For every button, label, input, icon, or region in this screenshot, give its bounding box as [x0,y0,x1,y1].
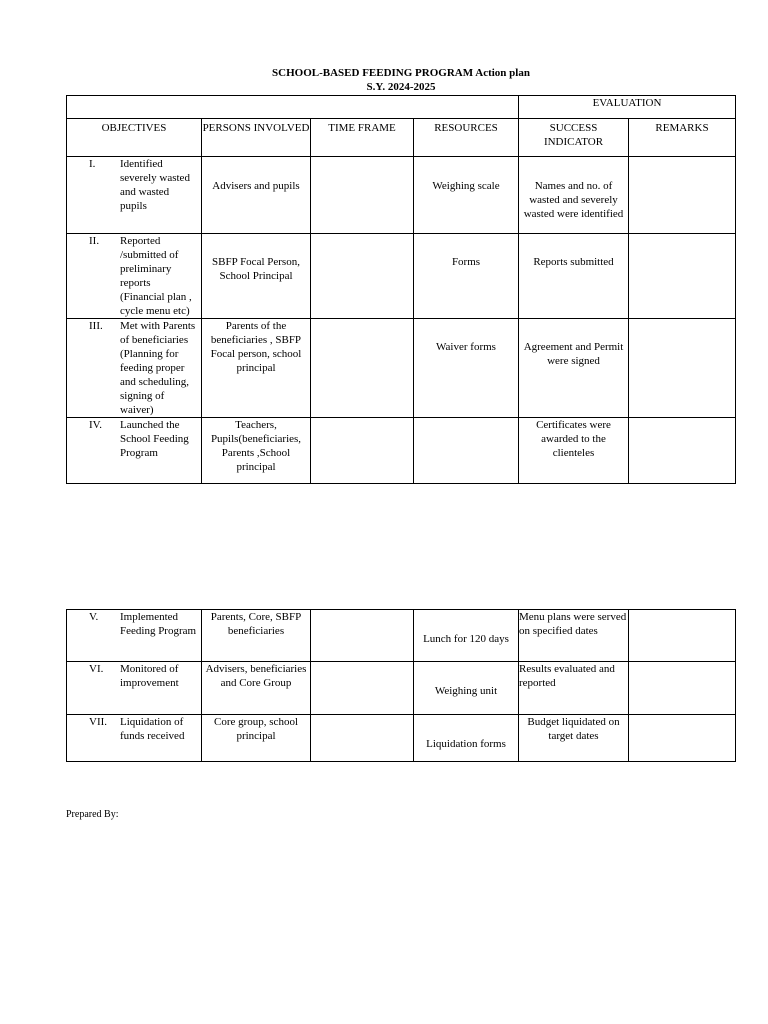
title-line-2: S.Y. 2024-2025 [366,81,436,93]
row-number: VI. [89,663,104,675]
resources-cell: Weighing scale [414,157,519,234]
prepared-by-label: Prepared By: [66,809,119,820]
objective-cell [67,418,202,484]
table-row [67,715,736,762]
objective-text: Identified severely wasted and wasted pupils [120,158,190,212]
table-row [67,610,736,662]
row-number: IV. [89,419,102,431]
remarks-cell [629,610,736,662]
objective-cell [67,319,202,418]
remarks-cell [629,715,736,762]
timeframe-cell [311,319,414,418]
objective-cell [67,715,202,762]
table-row [67,319,736,418]
header-blank-cell [67,96,519,119]
objective-cell [67,234,202,319]
row-number: I. [89,158,96,170]
objective-text: Met with Parents of beneficiaries (Planning for feeding proper and scheduling, signing of waiver) [120,320,196,416]
table-row [67,234,736,319]
persons-cell: Parents, Core, SBFP beneficiaries [202,610,311,662]
resources-cell [414,418,519,484]
persons-cell: Teachers, Pupils(beneficiaries, Parents ,School principal [202,418,311,484]
persons-cell: Parents of the beneficiaries , SBFP Focal person, school principal [202,319,311,418]
timeframe-cell [311,662,414,715]
row-number: II. [89,235,100,247]
success-cell: Reports submitted [519,234,629,319]
objective-text: Reported /submitted of preliminary reports (Financial plan , cycle menu etc) [120,235,192,317]
resources-cell: Lunch for 120 days [414,610,519,662]
table-row [67,418,736,484]
remarks-cell [629,319,736,418]
table-row [67,157,736,234]
resources-cell: Weighing unit [414,662,519,715]
timeframe-cell [311,610,414,662]
objective-cell [67,610,202,662]
row-number: V. [89,611,99,623]
row-number: VII. [89,716,108,728]
col-header-remarks: REMARKS [629,119,736,157]
success-cell: Results evaluated and reported [519,662,629,715]
remarks-cell [629,157,736,234]
col-header-objectives: OBJECTIVES [67,119,202,157]
row-number: III. [89,320,103,332]
persons-cell: Core group, school principal [202,715,311,762]
title-line-1: SCHOOL-BASED FEEDING PROGRAM Action plan [272,67,530,79]
success-cell: Names and no. of wasted and severely wasted were identified [519,157,629,234]
objective-cell [67,662,202,715]
col-header-persons: PERSONS INVOLVED [202,119,311,157]
remarks-cell [629,234,736,319]
success-cell: Budget liquidated on target dates [519,715,629,762]
objective-text: Implemented Feeding Program [120,611,197,637]
col-header-timeframe: TIME FRAME [311,119,414,157]
action-plan-table-part-1 [66,95,736,484]
timeframe-cell [311,234,414,319]
col-header-success: SUCCESS INDICATOR [519,119,629,157]
resources-cell: Liquidation forms [414,715,519,762]
objective-text: Monitored of improvement [120,663,179,689]
timeframe-cell [311,157,414,234]
document-title [66,66,736,94]
success-cell: Certificates were awarded to the clienteles [519,418,629,484]
remarks-cell [629,418,736,484]
objective-text: Liquidation of funds received [120,716,185,742]
timeframe-cell [311,715,414,762]
resources-cell: Waiver forms [414,319,519,418]
persons-cell: Advisers and pupils [202,157,311,234]
col-header-resources: RESOURCES [414,119,519,157]
objective-cell [67,157,202,234]
resources-cell: Forms [414,234,519,319]
remarks-cell [629,662,736,715]
success-cell: Agreement and Permit were signed [519,319,629,418]
table-row [67,662,736,715]
persons-cell: Advisers, beneficiaries and Core Group [202,662,311,715]
action-plan-table-part-2 [66,609,736,762]
evaluation-header: EVALUATION [519,96,736,119]
persons-cell: SBFP Focal Person, School Principal [202,234,311,319]
success-cell: Menu plans were served on specified dates [519,610,629,662]
objective-text: Launched the School Feeding Program [120,419,189,459]
timeframe-cell [311,418,414,484]
